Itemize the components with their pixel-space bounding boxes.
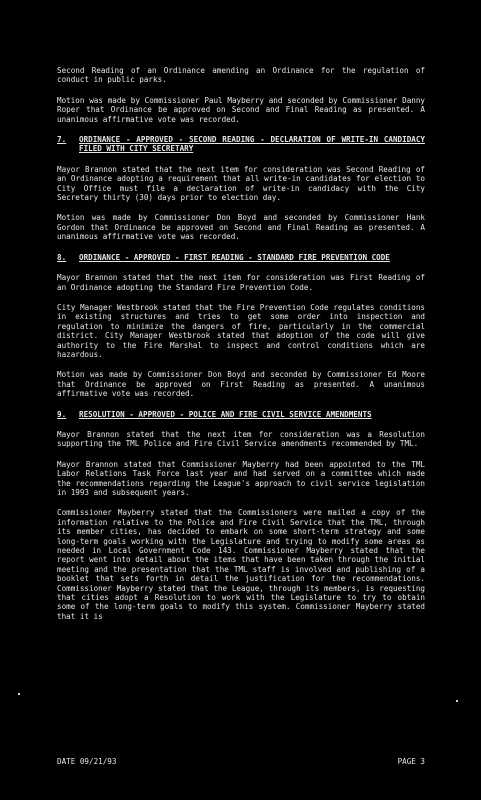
minutes-paragraph: Motion was made by Commissioner Paul Mayberry and seconded by Commissioner Danny Roper that Ordinance be approved on Second and Final Reading as presented. A unanimous affirmative vote was recorded.	[57, 95, 425, 124]
agenda-item-number: 9.	[57, 409, 67, 419]
agenda-item-number: 8.	[57, 252, 67, 262]
scan-speck	[456, 700, 458, 702]
minutes-paragraph: Mayor Brannon stated that the next item for consideration was a Resolution supporting the TML Police and Fire Civil Service amendments recommended by TML.	[57, 429, 425, 449]
page-footer	[57, 757, 425, 766]
minutes-paragraph: Mayor Brannon stated that Commissioner Mayberry had been appointed to the TML Labor Relations Task Force last year and had served on a committee which made the recommendations regarding the League's approach to civil service legislation in 1993 and subsequent years.	[57, 459, 425, 497]
agenda-item-title: ORDINANCE - APPROVED - SECOND READING - DECLARATION OF WRITE-IN CANDIDACY FILED WITH CITY SECRETARY	[79, 135, 425, 154]
agenda-item-title: RESOLUTION - APPROVED - POLICE AND FIRE CIVIL SERVICE AMENDMENTS	[79, 409, 372, 419]
minutes-paragraph: Motion was made by Commissioner Don Boyd and seconded by Commissioner Hank Gordon that Ordinance be approved on Second and Final Reading as presented. A unanimous affirmative vote was recorded.	[57, 213, 425, 242]
minutes-paragraph: Mayor Brannon stated that the next item for consideration was First Reading of an Ordinance adopting the Standard Fire Prevention Code.	[57, 273, 425, 292]
agenda-item-heading	[57, 135, 425, 154]
document-body	[57, 66, 425, 632]
minutes-paragraph: Second Reading of an Ordinance amending an Ordinance for the regulation of conduct in public parks.	[57, 66, 425, 85]
minutes-paragraph: City Manager Westbrook stated that the Fire Prevention Code regulates conditions in existing structures and tries to get some order into inspection and regulation to minimize the dangers of fire, particularly in the commercial district. City Manager Westbrook stated that adoption of the code will give authority to the Fire Marshal to inspect and control conditions which are hazardous.	[57, 302, 425, 359]
minutes-paragraph: Mayor Brannon stated that the next item for consideration was Second Reading of an Ordinance adopting a requirement that all write-in candidates for election to City Office must file a declaration of write-in candidacy with the City Secretary thirty (30) days prior to election day.	[57, 164, 425, 203]
minutes-paragraph: Commissioner Mayberry stated that the Commissioners were mailed a copy of the information relative to the Police and Fire Civil Service that the TML, through its member cities, has decided to embark on some short-term strategy and some long-term goals working with the Legislature and trying to modify some areas as needed in Local Government Code 143. Commissioner Mayberry stated that the report went into detail about the items that have been taken through the initial meeting and the presentation that the TML staff is involved and publishing of a booklet that sets forth in detail the justification for the recommendations. Commissioner Mayberry stated that the League, through its members, is requesting that cities adopt a Resolution to work with the Legislature to try to obtain some of the long-term goals to modify this system. Commissioner Mayberry stated that it is	[57, 508, 425, 621]
scan-speck	[18, 693, 20, 695]
agenda-item-number: 7.	[57, 135, 67, 145]
agenda-item-heading	[57, 253, 425, 262]
agenda-item-heading	[57, 410, 425, 419]
agenda-item-title: ORDINANCE - APPROVED - FIRST READING - STANDARD FIRE PREVENTION CODE	[79, 252, 390, 262]
footer-date: DATE 09/21/93	[57, 757, 117, 766]
minutes-paragraph: Motion was made by Commissioner Don Boyd and seconded by Commissioner Ed Moore that Ordinance be approved on First Reading as presented. A unanimous affirmative vote was recorded.	[57, 370, 425, 399]
footer-page-number: PAGE 3	[397, 757, 425, 766]
